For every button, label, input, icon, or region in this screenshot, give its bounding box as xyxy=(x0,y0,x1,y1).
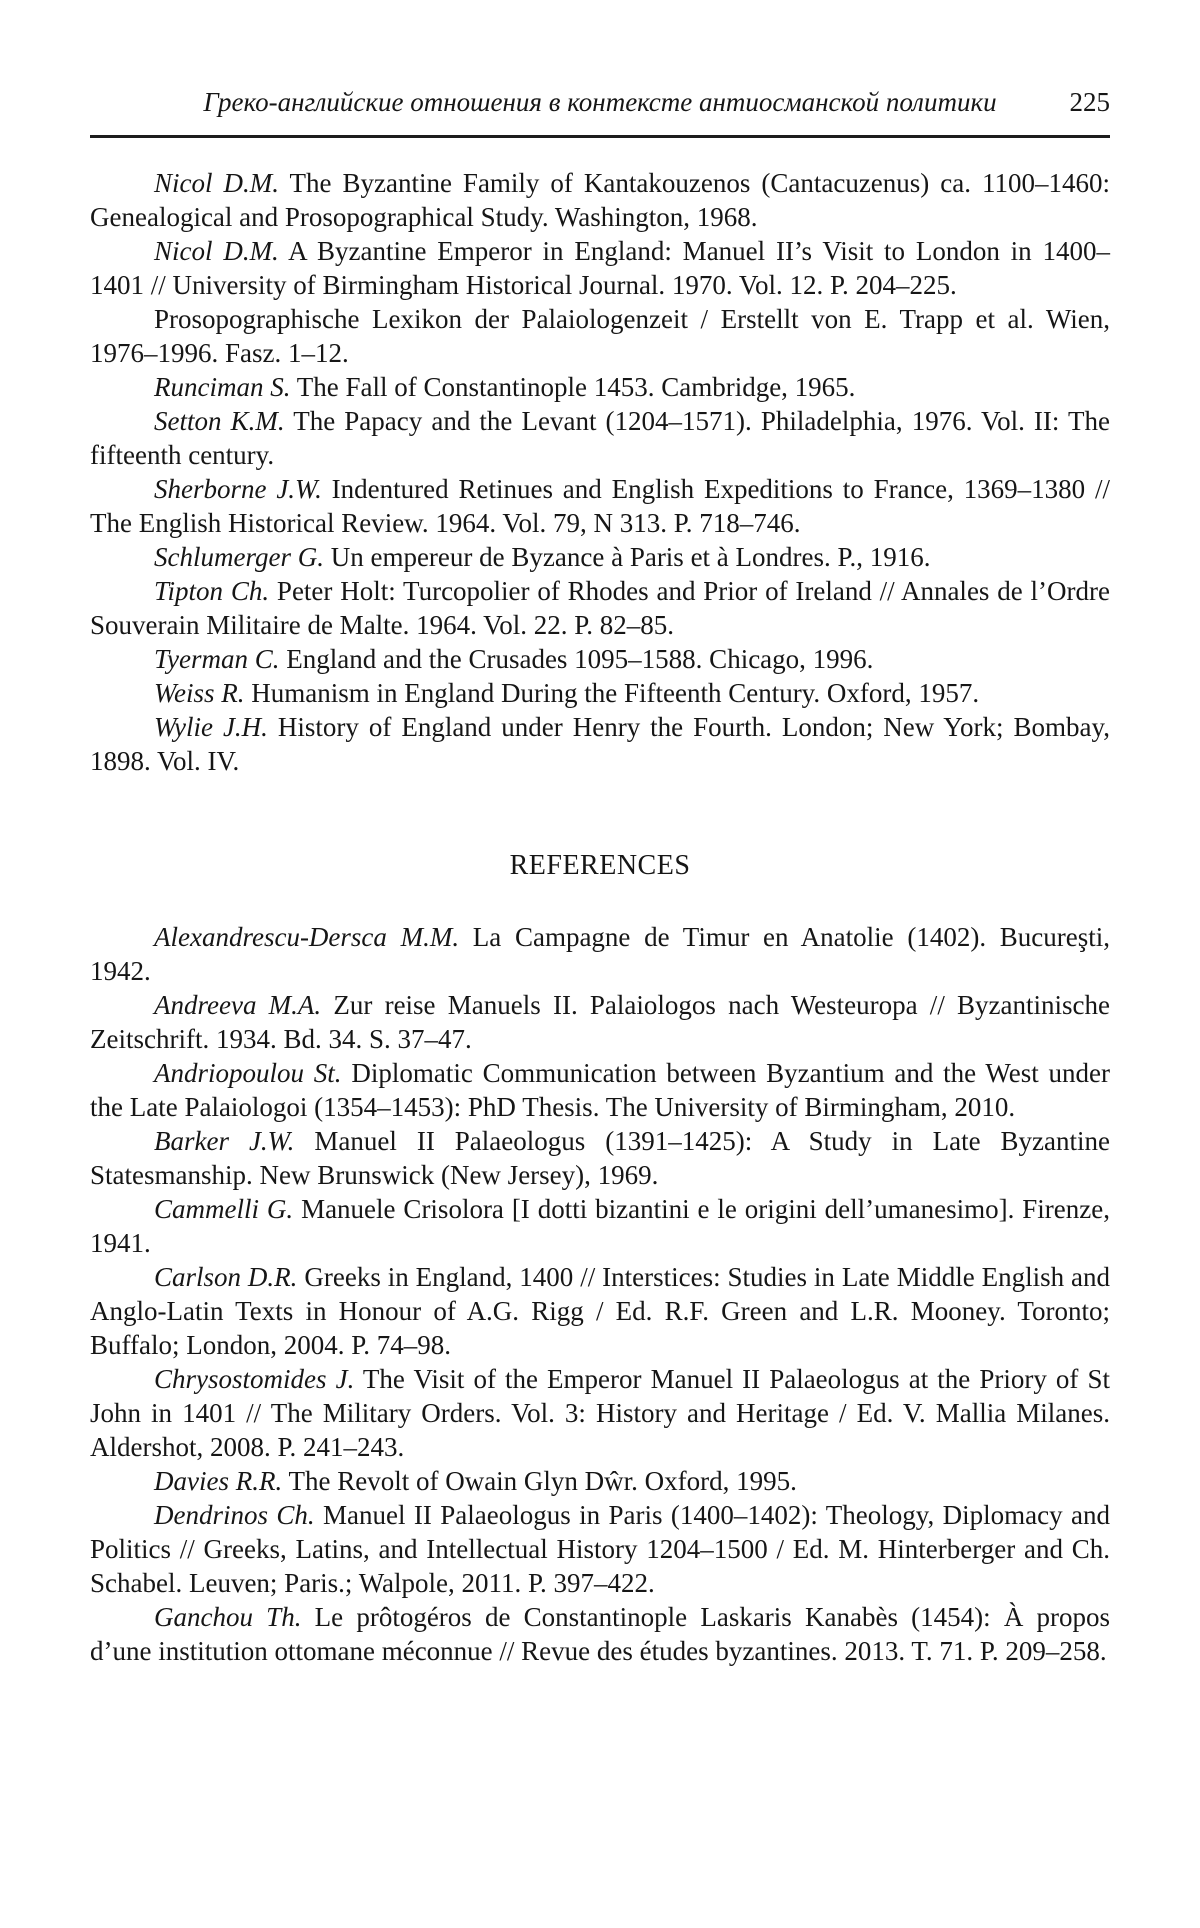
entry-text: Peter Holt: Turcopolier of Rhodes and Prior of Ireland // Annales de l’Ordre Souverain Militaire de Malte. 1964. Vol. 22. P. 82–85. xyxy=(90,576,1110,640)
entry-text: The Byzantine Family of Kantakouzenos (Cantacuzenus) ca. 1100–1460: Genealogical and Prosopographical Study. Washington, 1968. xyxy=(90,168,1110,232)
entry-author: Andriopoulou St. xyxy=(154,1058,342,1088)
references-entries xyxy=(90,920,1110,1668)
entry-text: Un empereur de Byzance à Paris et à Londres. P., 1916. xyxy=(330,542,931,572)
entry-text: The Visit of the Emperor Manuel II Palaeologus at the Priory of St John in 1401 // The Military Orders. Vol. 3: History and Heritage / Ed. V. Mallia Milanes. Aldershot, 2008. P. 241–243. xyxy=(90,1364,1111,1462)
entry-text: Diplomatic Communication between Byzantium and the West under the Late Palaiologoi (1354–1453): PhD Thesis. The University of Birmingham, 2010. xyxy=(90,1058,1110,1122)
entry-author: Schlumerger G. xyxy=(154,542,324,572)
entry-text: The Fall of Constantinople 1453. Cambridge, 1965. xyxy=(296,372,856,402)
entry-text: Prosopographische Lexikon der Palaiologenzeit / Erstellt von E. Trapp et al. Wien, 1976–1996. Fasz. 1–12. xyxy=(90,304,1110,368)
bibliography-entry xyxy=(90,166,1110,234)
entry-text: Manuel II Palaeologus (1391–1425): A Study in Late Byzantine Statesmanship. New Brunswick (New Jersey), 1969. xyxy=(90,1126,1110,1190)
bibliography-entry xyxy=(90,574,1110,642)
reference-entry xyxy=(90,1362,1110,1464)
reference-entry xyxy=(90,1600,1110,1668)
reference-entry xyxy=(90,1192,1110,1260)
bibliography-section xyxy=(90,166,1110,778)
reference-entry xyxy=(90,1498,1110,1600)
bibliography-entry xyxy=(90,234,1110,302)
reference-entry xyxy=(90,1260,1110,1362)
entry-text: England and the Crusades 1095–1588. Chicago, 1996. xyxy=(286,644,874,674)
entry-text: La Campagne de Timur en Anatolie (1402). Bucureşti, 1942. xyxy=(90,922,1110,986)
bibliography-entry xyxy=(90,370,1110,404)
entry-author: Dendrinos Ch. xyxy=(154,1500,315,1530)
entry-text: Zur reise Manuels II. Palaiologos nach Westeuropa // Byzantinische Zeitschrift. 1934. Bd. 34. S. 37–47. xyxy=(90,990,1110,1054)
entry-text: A Byzantine Emperor in England: Manuel II’s Visit to London in 1400–1401 // University of Birmingham Historical Journal. 1970. Vol. 12. P. 204–225. xyxy=(90,236,1110,300)
header-rule xyxy=(90,135,1110,138)
entry-author: Cammelli G. xyxy=(154,1194,294,1224)
entry-author: Runciman S. xyxy=(154,372,291,402)
entry-text: Greeks in England, 1400 // Interstices: Studies in Late Middle English and Anglo-Latin Texts in Honour of A.G. Rigg / Ed. R.F. Green and L.R. Mooney. Toronto; Buffalo; London, 2004. P. 74–98. xyxy=(90,1262,1111,1360)
entry-author: Carlson D.R. xyxy=(154,1262,298,1292)
bibliography-entry xyxy=(90,540,1110,574)
bibliography-entry xyxy=(90,302,1110,370)
entry-text: Le prôtogéros de Constantinople Laskaris Kanabès (1454): À propos d’une institution ottomane méconnue // Revue des études byzantines. 2013. T. 71. P. 209–258. xyxy=(90,1602,1111,1666)
bibliography-entry xyxy=(90,710,1110,778)
entry-author: Tyerman C. xyxy=(154,644,280,674)
reference-entry xyxy=(90,1124,1110,1192)
references-section xyxy=(90,850,1110,1668)
entry-author: Weiss R. xyxy=(154,678,245,708)
entry-author: Ganchou Th. xyxy=(154,1602,302,1632)
entry-author: Davies R.R. xyxy=(154,1466,283,1496)
document-page xyxy=(0,86,1200,1928)
reference-entry xyxy=(90,1464,1110,1498)
page-number: 225 xyxy=(1069,87,1110,117)
entry-author: Chrysostomides J. xyxy=(154,1364,355,1394)
entry-author: Wylie J.H. xyxy=(154,712,268,742)
references-heading: REFERENCES xyxy=(509,850,691,881)
entry-author: Alexandrescu-Dersca M.M. xyxy=(154,922,460,952)
entry-text: The Papacy and the Levant (1204–1571). Philadelphia, 1976. Vol. II: The fifteenth century. xyxy=(90,406,1110,470)
bibliography-entry xyxy=(90,472,1110,540)
reference-entry xyxy=(90,988,1110,1056)
entry-text: Humanism in England During the Fifteenth Century. Oxford, 1957. xyxy=(251,678,980,708)
entry-author: Andreeva M.A. xyxy=(154,990,322,1020)
entry-text: Manuele Crisolora [I dotti bizantini e le origini dell’umanesimo]. Firenze, 1941. xyxy=(90,1194,1110,1258)
bibliography-entry xyxy=(90,676,1110,710)
bibliography-entry xyxy=(90,642,1110,676)
entry-author: Nicol D.M. xyxy=(154,168,279,198)
bibliography-entries xyxy=(90,166,1110,778)
entry-author: Barker J.W. xyxy=(154,1126,295,1156)
entry-text: The Revolt of Owain Glyn Dŵr. Oxford, 1995. xyxy=(288,1466,797,1496)
entry-author: Setton K.M. xyxy=(154,406,285,436)
entry-text: Manuel II Palaeologus in Paris (1400–1402): Theology, Diplomacy and Politics // Greeks, Latins, and Intellectual History 1204–1500 / Ed. M. Hinterberger and Ch. Schabel. Leuven; Paris.; Walpole, 2011. P. 397–422. xyxy=(90,1500,1110,1598)
entry-text: History of England under Henry the Fourth. London; New York; Bombay, 1898. Vol. IV. xyxy=(90,712,1110,776)
running-title: Греко-английские отношения в контексте антиосманской политики xyxy=(203,87,997,117)
reference-entry xyxy=(90,1056,1110,1124)
bibliography-entry xyxy=(90,404,1110,472)
entry-author: Tipton Ch. xyxy=(154,576,270,606)
reference-entry xyxy=(90,920,1110,988)
entry-author: Sherborne J.W. xyxy=(154,474,322,504)
running-header xyxy=(90,86,1110,118)
entry-author: Nicol D.M. xyxy=(154,236,279,266)
entry-text: Indentured Retinues and English Expeditions to France, 1369–1380 // The English Historical Review. 1964. Vol. 79, N 313. P. 718–746. xyxy=(90,474,1110,538)
